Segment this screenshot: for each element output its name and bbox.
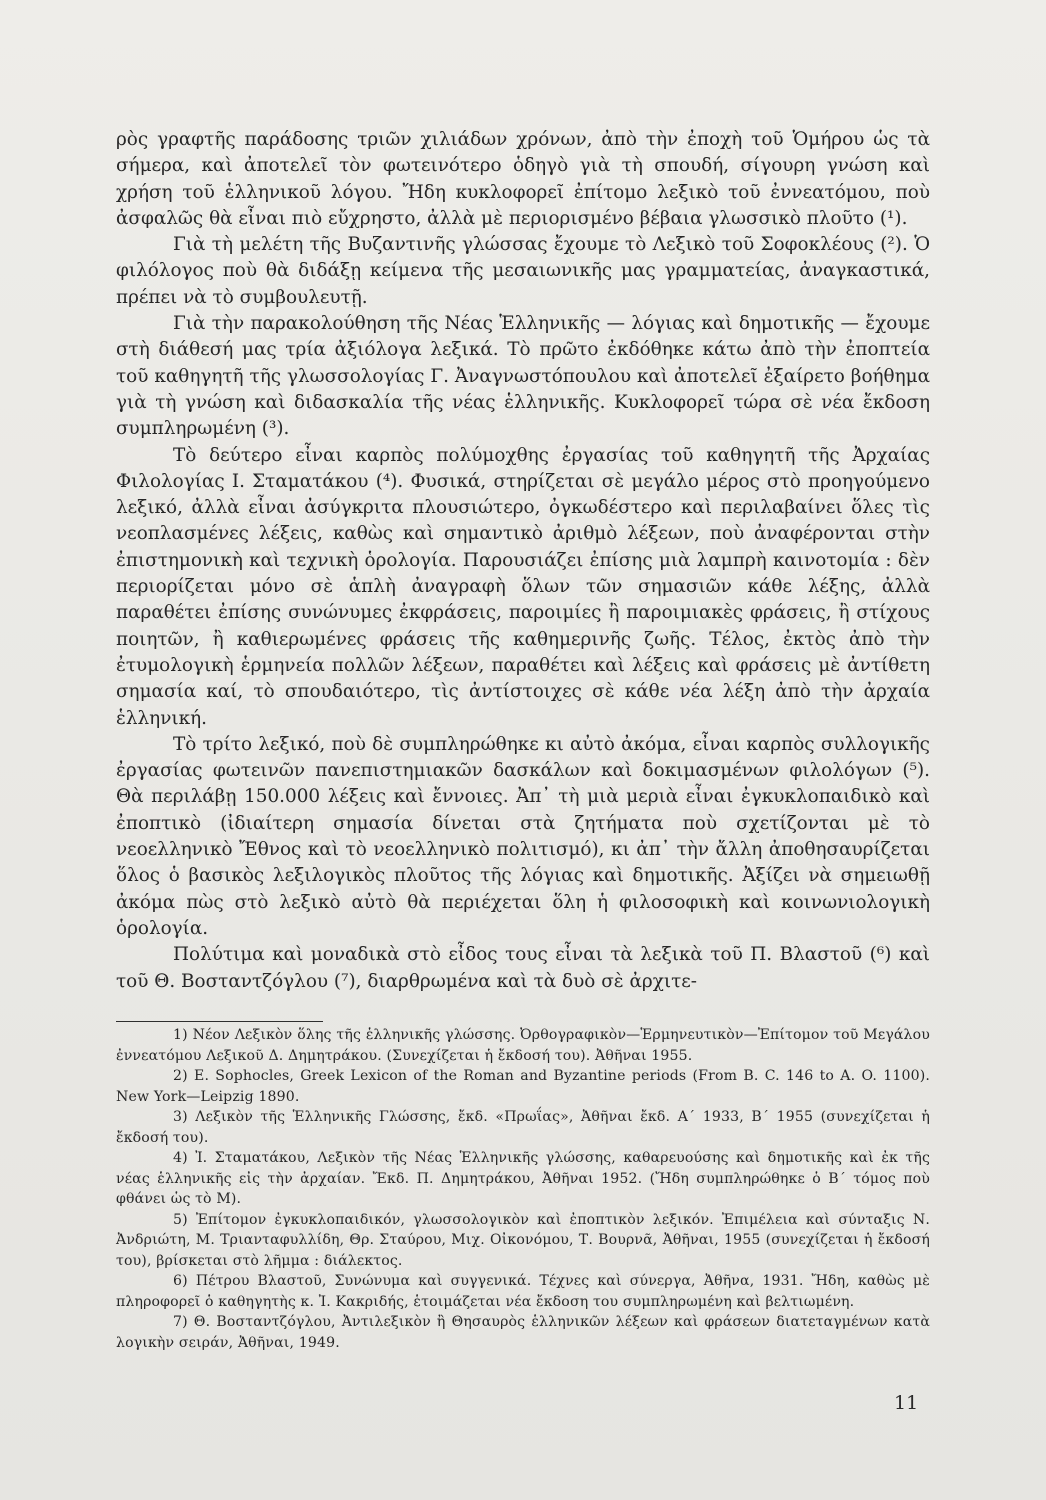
paragraph-3: Γιὰ τὴν παρακολούθηση τῆς Νέας Ἑλληνικῆς — λόγιας καὶ δημοτικῆς — ἔχουμε στὴ διάθεσή μας τρία ἀξιόλογα λεξικά. Τὸ πρῶτο ἐκδόθηκε κάτω ἀπὸ τὴν ἐποπτεία τοῦ καθηγητῆ τῆς γλωσσολογίας Γ. Ἀναγνωστόπουλου καὶ ἀποτελεῖ ἐξαίρετο βοήθημα γιὰ τὴ γνώση καὶ διδασκαλία τῆς νέας ἑλληνικῆς. Κυκλοφορεῖ τώρα σὲ νέα ἔκδοση συμπληρωμένη (³). bbox=[116, 313, 930, 440]
footnote-3: 3) Λεξικὸν τῆς Ἑλληνικῆς Γλώσσης, ἔκδ. «Πρωΐας», Ἀθῆναι ἔκδ. Α΄ 1933, Β΄ 1955 (συνεχίζεται ἡ ἔκδοσή του). bbox=[116, 1109, 930, 1146]
main-text bbox=[116, 127, 930, 995]
footnote-divider bbox=[116, 1021, 323, 1022]
footnote-1: 1) Νέον Λεξικὸν ὅλης τῆς ἑλληνικῆς γλώσσης. Ὀρθογραφικὸν—Ἑρμηνευτικὸν—Ἐπίτομον τοῦ Μεγάλου ἐννεατόμου Λεξικοῦ Δ. Δημητράκου. (Συνεχίζεται ἡ ἔκδοσή του). Ἀθῆναι 1955. bbox=[116, 1027, 930, 1064]
footnote-2: 2) E. Sophocles, Greek Lexicon of the Roman and Byzantine periods (From B. C. 146 to A. O. 1100). New York—Leipzig 1890. bbox=[116, 1068, 930, 1105]
page-number: 11 bbox=[894, 1392, 919, 1414]
paragraph-1: ρὸς γραφτῆς παράδοσης τριῶν χιλιάδων χρόνων, ἀπὸ τὴν ἐποχὴ τοῦ Ὁμήρου ὡς τὰ σήμερα, καὶ ἀποτελεῖ τὸν φωτεινότερο ὁδηγὸ γιὰ τὴ σπουδή, σίγουρη γνώση καὶ χρήση τοῦ ἑλληνικοῦ λόγου. Ἤδη κυκλοφορεῖ ἐπίτομο λεξικὸ τοῦ ἐννεατόμου, ποὺ ἀσφαλῶς θὰ εἶναι πιὸ εὔχρηστο, ἀλλὰ μὲ περιορισμένο βέβαια γλωσσικὸ πλοῦτο (¹). bbox=[116, 129, 930, 229]
footnote-4: 4) Ἰ. Σταματάκου, Λεξικὸν τῆς Νέας Ἑλληνικῆς γλώσσης, καθαρευούσης καὶ δημοτικῆς καὶ ἐκ τῆς νέας ἑλληνικῆς εἰς τὴν ἀρχαίαν. Ἔκδ. Π. Δημητράκου, Ἀθῆναι 1952. (Ἤδη συμπληρώθηκε ὁ Β΄ τόμος ποὺ φθάνει ὡς τὸ Μ). bbox=[116, 1150, 930, 1207]
footnote-7: 7) Θ. Βοσταντζόγλου, Ἀντιλεξικὸν ἢ Θησαυρὸς ἑλληνικῶν λέξεων καὶ φράσεων διατεταγμένων κατὰ λογικὴν σειράν, Ἀθῆναι, 1949. bbox=[116, 1314, 930, 1351]
paragraph-2: Γιὰ τὴ μελέτη τῆς Βυζαντινῆς γλώσσας ἔχουμε τὸ Λεξικὸ τοῦ Σοφοκλέους (²). Ὁ φιλόλογος ποὺ θὰ διδάξῃ κείμενα τῆς μεσαιωνικῆς μας γραμματείας, ἀναγκαστικά, πρέπει νὰ τὸ συμβουλευτῇ. bbox=[116, 234, 930, 308]
paragraph-4: Τὸ δεύτερο εἶναι καρπὸς πολύμοχθης ἐργασίας τοῦ καθηγητῆ τῆς Ἀρχαίας Φιλολογίας Ι. Σταματάκου (⁴). Φυσικά, στηρίζεται σὲ μεγάλο μέρος στὸ προηγούμενο λεξικό, ἀλλὰ εἶναι ἀσύγκριτα πλουσιώτερο, ὀγκωδέστερο καὶ περιλαβαίνει ὅλες τὶς νεοπλασμένες λέξεις, καθὼς καὶ σημαντικὸ ἀριθμὸ λέξεων, ποὺ ἀναφέρονται στὴν ἐπιστημονικὴ καὶ τεχνικὴ ὁρολογία. Παρουσιάζει ἐπίσης μιὰ λαμπρὴ καινοτομία : δὲν περιορίζεται μόνο σὲ ἁπλὴ ἀναγραφὴ ὅλων τῶν σημασιῶν κάθε λέξης, ἀλλὰ παραθέτει ἐπίσης συνώνυμες ἐκφράσεις, παροιμίες ἢ παροιμιακὲς φράσεις, ἢ στίχους ποιητῶν, ἢ καθιερωμένες φράσεις τῆς καθημερινῆς ζωῆς. Τέλος, ἐκτὸς ἀπὸ τὴν ἐτυμολογικὴ ἑρμηνεία πολλῶν λέξεων, παραθέτει καὶ λέξεις καὶ φράσεις μὲ ἀντίθετη σημασία καί, τὸ σπουδαιότερο, τὶς ἀντίστοιχες σὲ κάθε νέα λέξη ἀπὸ τὴν ἀρχαία ἑλληνική. bbox=[116, 444, 930, 729]
paragraph-5: Τὸ τρίτο λεξικό, ποὺ δὲ συμπληρώθηκε κι αὐτὸ ἀκόμα, εἶναι καρπὸς συλλογικῆς ἐργασίας φωτεινῶν πανεπιστημιακῶν δασκάλων καὶ δοκιμασμένων φιλολόγων (⁵). Θὰ περιλάβῃ 150.000 λέξεις καὶ ἔννοιες. Ἀπ᾿ τὴ μιὰ μεριὰ εἶναι ἐγκυκλοπαιδικὸ καὶ ἐποπτικὸ (ἰδιαίτερη σημασία δίνεται στὰ ζητήματα ποὺ σχετίζονται μὲ τὸ νεοελληνικὸ Ἔθνος καὶ τὸ νεοελληνικὸ πολιτισμό), κι ἀπ᾿ τὴν ἄλλη ἀποθησαυρίζεται ὅλος ὁ βασικὸς λεξιλογικὸς πλοῦτος τῆς λόγιας καὶ δημοτικῆς. Ἀξίζει νὰ σημειωθῇ ἀκόμα πὼς στὸ λεξικὸ αὐτὸ θὰ περιέχεται ὅλη ἡ φιλοσοφικὴ καὶ κοινωνιολογικὴ ὁρολογία. bbox=[116, 733, 930, 939]
footnote-6: 6) Πέτρου Βλαστοῦ, Συνώνυμα καὶ συγγενικά. Τέχνες καὶ σύνεργα, Ἀθῆνα, 1931. Ἤδη, καθὼς μὲ πληροφορεῖ ὁ καθηγητὴς κ. Ἰ. Κακριδής, ἑτοιμάζεται νέα ἔκδοση του συμπληρωμένη καὶ βελτιωμένη. bbox=[116, 1273, 930, 1310]
footnote-5: 5) Ἐπίτομον ἐγκυκλοπαιδικόν, γλωσσολογικὸν καὶ ἐποπτικὸν λεξικόν. Ἐπιμέλεια καὶ σύνταξις Ν. Ἀνδριώτη, Μ. Τριανταφυλλίδη, Θρ. Σταύρου, Μιχ. Οἰκονόμου, Τ. Βουρνᾶ, Ἀθῆναι, 1955 (συνεχίζεται ἡ ἔκδοσή του), βρίσκεται στὸ λῆμμα : διάλεκτος. bbox=[116, 1211, 930, 1269]
paragraph-6: Πολύτιμα καὶ μοναδικὰ στὸ εἶδος τους εἶναι τὰ λεξικὰ τοῦ Π. Βλαστοῦ (⁶) καὶ τοῦ Θ. Βοσταντζόγλου (⁷), διαρθρωμένα καὶ τὰ δυὸ σὲ ἀρχιτε- bbox=[116, 944, 930, 992]
footnotes bbox=[116, 1025, 930, 1353]
